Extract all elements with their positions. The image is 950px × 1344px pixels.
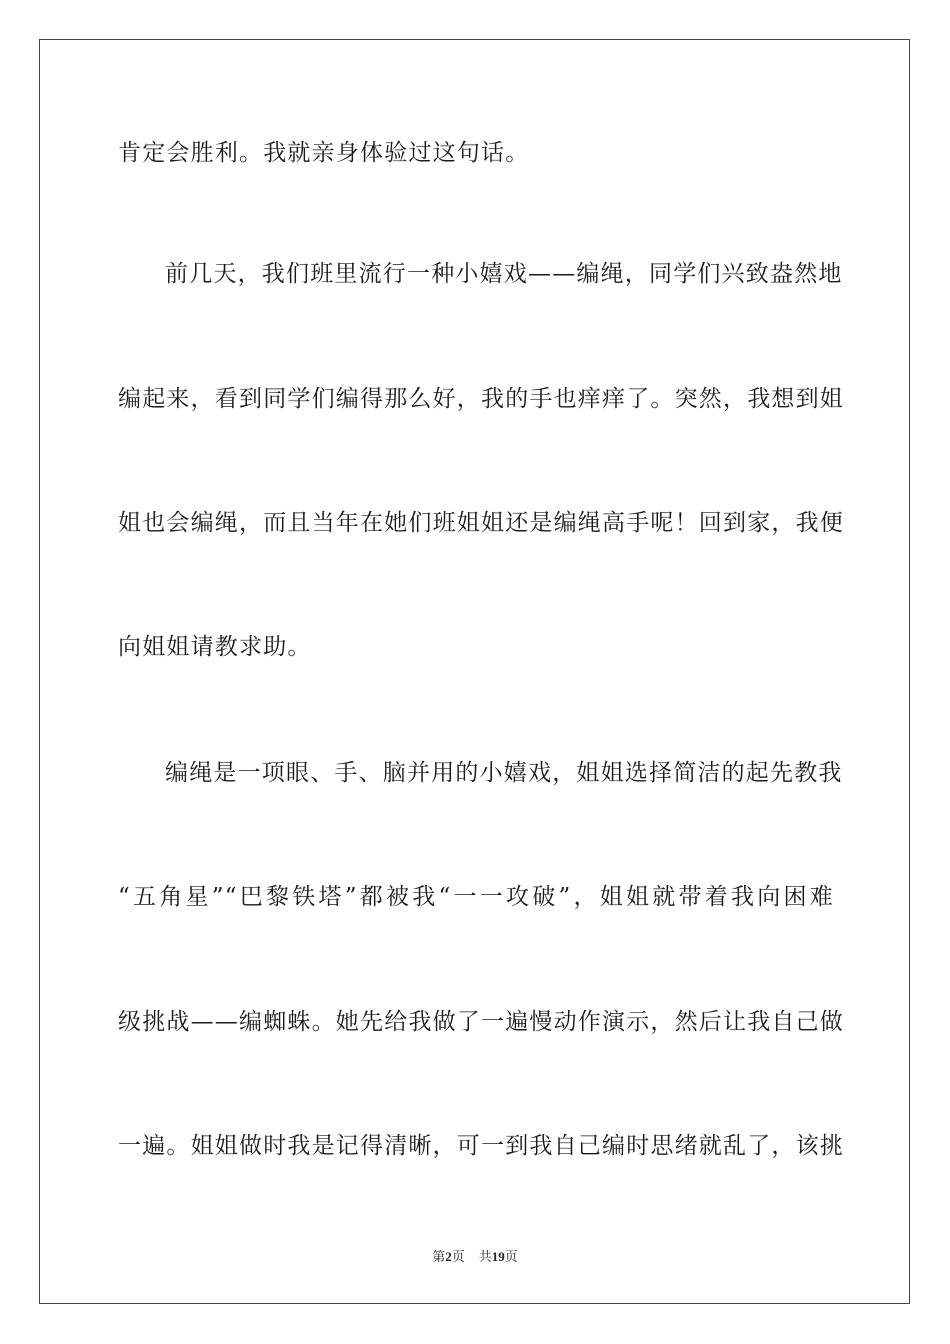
page-footer bbox=[0, 1248, 950, 1266]
page-prefix: 第 bbox=[432, 1249, 446, 1264]
page-suffix: 页 bbox=[451, 1249, 465, 1264]
paragraph-first-line: 前几天，我们班里流行一种小嬉戏——编绳，同学们兴致盎然地 bbox=[165, 261, 843, 287]
text-line: 编起来，看到同学们编得那么好，我的手也痒痒了。突然，我想到姐 bbox=[118, 386, 844, 412]
text-line: 肯定会胜利。我就亲身体验过这句话。 bbox=[118, 140, 530, 166]
text-line: 级挑战——编蜘蛛。她先给我做了一遍慢动作演示，然后让我自己做 bbox=[118, 1009, 844, 1035]
text-line: 姐也会编绳，而且当年在她们班姐姐还是编绳高手呢！回到家，我便 bbox=[118, 510, 844, 536]
page-number: 2 bbox=[445, 1249, 452, 1264]
text-line: 向姐姐请教求助。 bbox=[118, 634, 312, 660]
total-pages: 19 bbox=[491, 1249, 505, 1264]
total-suffix: 页 bbox=[504, 1249, 518, 1264]
text-line: 一遍。姐姐做时我是记得清晰，可一到我自己编时思绪就乱了，该挑 bbox=[118, 1133, 844, 1159]
paragraph-first-line: 编绳是一项眼、手、脑并用的小嬉戏，姐姐选择简洁的起先教我 bbox=[165, 760, 843, 786]
text-line: “五角星”“巴黎铁塔”都被我“一一攻破”，姐姐就带着我向困难 bbox=[118, 884, 834, 910]
total-prefix: 共 bbox=[478, 1249, 492, 1264]
page-border bbox=[39, 39, 910, 1304]
